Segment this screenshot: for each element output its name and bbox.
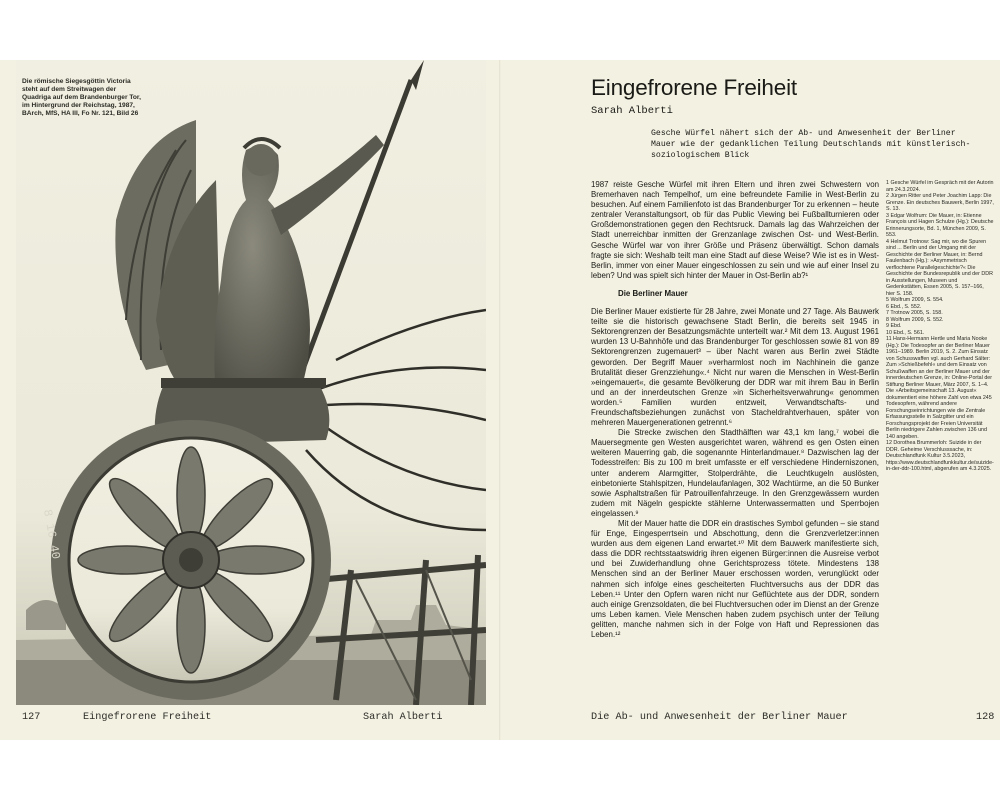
body-paragraph: Mit der Mauer hatte die DDR ein drastisches Symbol gefunden – sie stand für Enge, Eingesperrtsein und Abschottung, denn die Grenzverletzer:innen wurden aus dem eigenen Land erwartet.¹⁰ Mit dem Bauwerk manifestierte sich, dass die DDR rechtsstaatswidrig ihren eigenen Bürger:innen die Ausreise verbot und bei Zuwiderhandlung ohne Gerichtsprozess tötete. Mindestens 138 Menschen sind an der Berliner Mauer erschossen worden, verunglückt oder nahmen sich infolge eines gescheiterten Fluchtversuchs aus der DDR das Leben.¹¹ Unter den Opfern waren nicht nur Geflüchtete aus der DDR, sondern auch einige Grenzsoldaten, die bei Fluchtversuchen oder im Dienst an der Grenze ums Leben kamen. Viele Menschen haben zudem psychisch unter der Teilung gelitten, manche nahmen sich in der Folge von Haft und Repressionen das Leben.¹² <box>591 519 879 640</box>
footnote: 2 Jürgen Ritter und Peter Joachim Lapp: Die Grenze. Ein deutsches Bauwerk, Berlin 1997, S. 13. <box>886 193 994 212</box>
book-spine <box>499 60 501 740</box>
footnote: 6 Ebd., S. 552. <box>886 303 922 310</box>
photo-caption: Die römische Siegesgöttin Victoria steht auf dem Streitwagen der Quadriga auf dem Brandenburger Tor, im Hintergrund der Reichstag, 1987, BArch, MfS, HA III, Fo Nr. 121, Bild 26 <box>22 78 141 117</box>
footnote: 9 Ebd. <box>886 323 902 329</box>
book-spread <box>0 60 1000 740</box>
footnote: 11 Hans-Hermann Hertle und Maria Nooke (Hg.): Die Todesopfer an der Berliner Mauer 1961–1989. Berlin 2019, S. 2. Zum Einsatz von Schusswaffen vgl. auch Gerhard Sälter: Zum »Schießbefehl« und dem Einsatz von Schußwaffen an der Berliner Mauer und der innerdeutschen Grenze, in: Online-Portal der Stiftung Berliner Mauer, März 2007, S. 1–4. Die »Arbeitsgemeinschaft 13. August« dokumentiert eine höhere Zahl von etwa 245 Todesopfern, während andere Forschungseinrichtungen wie die Zentrale Erfassungsstelle in Salzgitter und ein Forschungsprojekt der Freien Universität Berlin niedrigere Zahlen zwischen 136 und 140 angeben. <box>886 336 993 440</box>
footnote: 4 Helmut Trotnow: Sag mir, wo die Spuren sind ... Berlin und der Umgang mit der Geschichte der Berliner Mauer, in: Bernd Faulenbach (Hg.): »Asymmetrisch verflochtene Parallelgeschichte?« Die Geschichte der Bundesrepublik und der DDR in Ausstellungen, Museen und Gedenkstätten, Essen 2005, S. 157–166, hier S. 158. <box>886 238 993 297</box>
section-heading: Die Berliner Mauer <box>618 288 688 298</box>
wheel-inscription: 8 16 40 <box>40 508 63 561</box>
footnote: 12 Dorothea Brummerloh: Suizide in der DDR. Geheime Verschlusssache, in: Deutschlandfunk Kultur 3.5.2023, https://www.deutschlandfunkkultur.de/suizide-in-der-ddr-100.html, abgerufen am 4.3.2025. <box>886 440 994 472</box>
right-running-title: Die Ab- und Anwesenheit der Berliner Mauer <box>591 712 848 723</box>
left-running-author: Sarah Alberti <box>363 712 443 723</box>
article-body <box>591 180 879 640</box>
left-running-title: Eingefrorene Freiheit <box>83 712 212 723</box>
article-title: Eingefrorene Freiheit <box>591 75 797 100</box>
footnote: 10 Ebd., S. 561. <box>886 329 925 336</box>
left-page-number: 127 <box>22 712 41 723</box>
footnote: 1 Gesche Würfel im Gespräch mit der Autorin am 24.3.2024. <box>886 180 994 193</box>
article-author: Sarah Alberti <box>591 105 673 117</box>
footnote: 5 Wolfrum 2009, S. 554. <box>886 297 944 303</box>
body-paragraph: Die Berliner Mauer existierte für 28 Jahre, zwei Monate und 27 Tage. Als Bauwerk teilte sie die historisch gewachsene Stadt Berlin, die bereits seit 1945 in Sektorengrenzen der Besatzungsmächte unterteilt war.² Mit dem 13. August 1961 wurden 13 U-Bahnhöfe und das Brandenburger Tor geschlossen sowie 81 von 89 Sektorengrenzen zugemauert³ – über Nacht waren aus Berlin zwei Städte geworden. Der Begriff Mauer »verharmlost noch im Nachhinein die ganze Brutalität dieser Grenzziehung«.⁴ Nicht nur waren die Menschen in West-Berlin »eingemauert«, die gesamte Bevölkerung der DDR war mit ihrem Bau in Berlin und an der innerdeutschen Grenze »in Sicherheitsverwahrung« genommen worden.⁵ Familien wurden entzweit, Verwandtschafts- und Freundschaftsbeziehungen zunächst von Stacheldrahtverhauen, später von mehreren Mauergenerationen getrennt.⁶ <box>591 307 879 428</box>
quadriga-photo <box>16 60 486 705</box>
footnotes <box>886 180 994 473</box>
right-page-number: 128 <box>976 712 995 723</box>
footnote: 8 Wolfrum 2009, S. 552. <box>886 316 944 323</box>
body-paragraph: Die Strecke zwischen den Stadthälften war 43,1 km lang,⁷ wobei die Mauersegmente gen Westen ausgerichtet waren, während es gen Osten einen weiteren Mauerring gab, die sogenannte Hinterlandmauer.⁸ Dazwischen lag der Todesstreifen: Bis zu 100 m breit umfasste er elf verschiedene Hinderniszonen, unter anderem Alarmgitter, Stolperdrähte, die Leuchtkugeln auslösten, einbetonierte Stahlspitzen, Hundelaufanlagen, 302 Wachtürme, an die 50 Bunker sowie Asphaltstraßen für Patrouillenfahrzeuge. In den Grenzgewässern wurden zudem mit Nägeln gespickte stählerne Unterwassermatten und Sperrbojen eingelassen.⁹ <box>591 428 879 518</box>
body-paragraph: 1987 reiste Gesche Würfel mit ihren Eltern und ihren zwei Schwestern von Bremerhaven nach Tempelhof, um eine befreundete Familie in West-Berlin zu besuchen. Auf einem Familienfoto ist das Brandenburger Tor zu erkennen – heute zentraler Veranstaltungsort, ob für das Public Viewing bei Fußballturnieren oder Großdemonstrationen gegen den Rechtsruck. Damals lag das Wahrzeichen der Stadt unerreichbar inmitten der Grenzanlage zwischen Ost- und West-Berlin. Gesche Würfel war von ihrer Größe und Präsenz überwältigt. Schon damals fragte sie sich: Weshalb teilt man eine Stadt auf diese Weise? Wie ist es in West-Berlin, immer von einer Mauer eingeschlossen zu sein und wie auf einer Insel zu leben? Und was spielt sich hinter der Mauer in Ost-Berlin ab?¹ <box>591 180 879 280</box>
footnote: 3 Edgar Wolfrum: Die Mauer, in: Etienne François und Hagen Schulze (Hg.): Deutsche Erinnerungsorte, Bd. 1, München 2009, S. 553. <box>886 212 994 238</box>
footnote: 7 Trotnow 2005, S. 158. <box>886 310 943 316</box>
article-lead: Gesche Würfel nähert sich der Ab- und Anwesenheit der Berliner Mauer wie der gedanklichen Teilung Deutschlands mit künstlerisch-soziologischem Blick <box>651 129 971 160</box>
